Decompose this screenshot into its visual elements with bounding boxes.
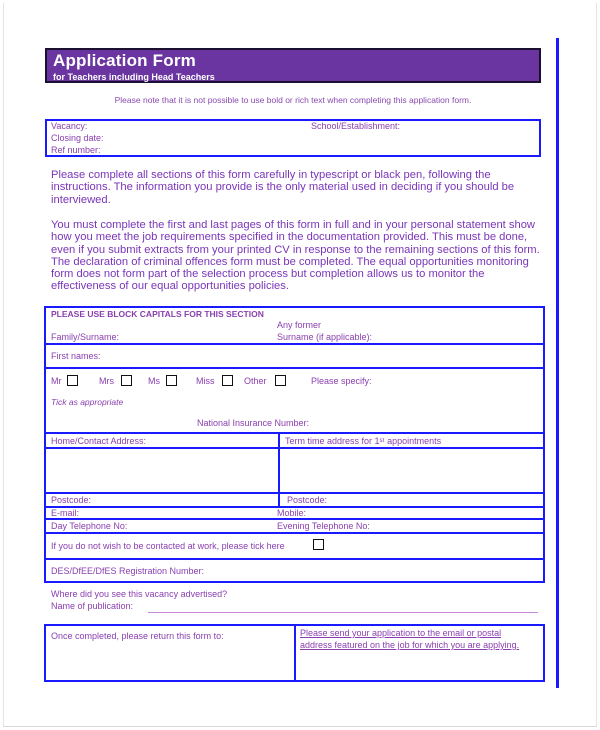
row-divider [44, 343, 545, 345]
term-address-label: Term time address for 1ˢᵗ appointments [285, 436, 442, 446]
mobile-field[interactable]: Mobile: [277, 508, 307, 518]
title-mrs-label: Mrs [99, 376, 114, 386]
row-divider [44, 558, 545, 560]
title-mrs-checkbox[interactable] [121, 375, 132, 386]
title-ms-label: Ms [148, 376, 160, 386]
advert-question: Where did you see this vacancy advertised? [51, 589, 228, 599]
row-divider [44, 518, 545, 520]
family-surname-field[interactable]: Family/Surname: [51, 332, 120, 342]
title-miss-checkbox[interactable] [222, 375, 233, 386]
email-field[interactable]: E-mail: [51, 508, 80, 518]
instructions-paragraph-2: You must complete the first and last pages of this form in full and in your personal statement show how you meet the job requirements specified in the documentation provided. This must be done, even if you submit extracts from your printed CV in response to the remaining sections of this form. The declaration of criminal offences form must be completed. The equal opportunities monitoring form does not form part of the selection process but completion allows us to monitor the effectiveness of our equal opportunities policies. [51, 219, 540, 293]
tick-hint: Tick as appropriate [51, 397, 124, 407]
day-phone-field[interactable]: Day Telephone No: [51, 521, 128, 531]
title-other-label: Other [244, 376, 267, 386]
former-surname-field[interactable]: Surname (if applicable): [277, 332, 373, 342]
publication-input[interactable] [148, 612, 538, 613]
title-other-checkbox[interactable] [275, 375, 286, 386]
return-label: Once completed, please return this form to: [51, 631, 224, 641]
title-mr-checkbox[interactable] [67, 375, 78, 386]
row-divider [44, 532, 545, 534]
registration-number-field[interactable]: DES/DfEE/DfES Registration Number: [51, 566, 205, 576]
row-divider [44, 492, 545, 494]
term-address-input[interactable] [281, 449, 543, 492]
no-contact-at-work-label: If you do not wish to be contacted at work, please tick here [51, 541, 285, 551]
column-divider [294, 624, 296, 682]
formatting-note: Please note that it is not possible to use bold or rich text when completing this application form. [114, 95, 472, 105]
form-subtitle: for Teachers including Head Teachers [53, 72, 215, 82]
home-address-label: Home/Contact Address: [51, 436, 147, 446]
instructions-paragraph-1: Please complete all sections of this form carefully in typescript or black pen, following the instructions. The information you provide is the only material used in deciding if you should be interviewed. [51, 169, 515, 206]
column-divider [278, 433, 280, 507]
first-names-field[interactable]: First names: [51, 351, 101, 361]
no-contact-at-work-checkbox[interactable] [313, 539, 324, 550]
ref-number-field[interactable]: Ref number: [51, 145, 101, 155]
please-specify-field[interactable]: Please specify: [311, 376, 372, 386]
postcode-home-field[interactable]: Postcode: [51, 495, 92, 505]
vacancy-box [45, 119, 541, 157]
return-instructions-link[interactable]: Please send your application to the email or postal address featured on the job for which you are applying. [300, 628, 520, 650]
title-ms-checkbox[interactable] [166, 375, 177, 386]
row-divider [44, 367, 545, 369]
block-capitals-heading: PLEASE USE BLOCK CAPITALS FOR THIS SECTION [51, 309, 264, 319]
title-mr-label: Mr [51, 376, 62, 386]
form-header [45, 48, 541, 83]
school-field[interactable]: School/Establishment: [311, 121, 401, 131]
row-divider [44, 432, 545, 434]
vacancy-field[interactable]: Vacancy: [51, 121, 88, 131]
home-address-input[interactable] [46, 449, 277, 492]
postcode-term-field[interactable]: Postcode: [287, 495, 328, 505]
title-miss-label: Miss [196, 376, 215, 386]
publication-label: Name of publication: [51, 601, 134, 611]
closing-date-field[interactable]: Closing date: [51, 133, 104, 143]
margin-bar [556, 38, 559, 688]
evening-phone-field[interactable]: Evening Telephone No: [277, 521, 370, 531]
former-surname-label-1: Any former [277, 320, 322, 330]
ni-number-field[interactable]: National Insurance Number: [197, 418, 310, 428]
form-title: Application Form [53, 51, 196, 70]
